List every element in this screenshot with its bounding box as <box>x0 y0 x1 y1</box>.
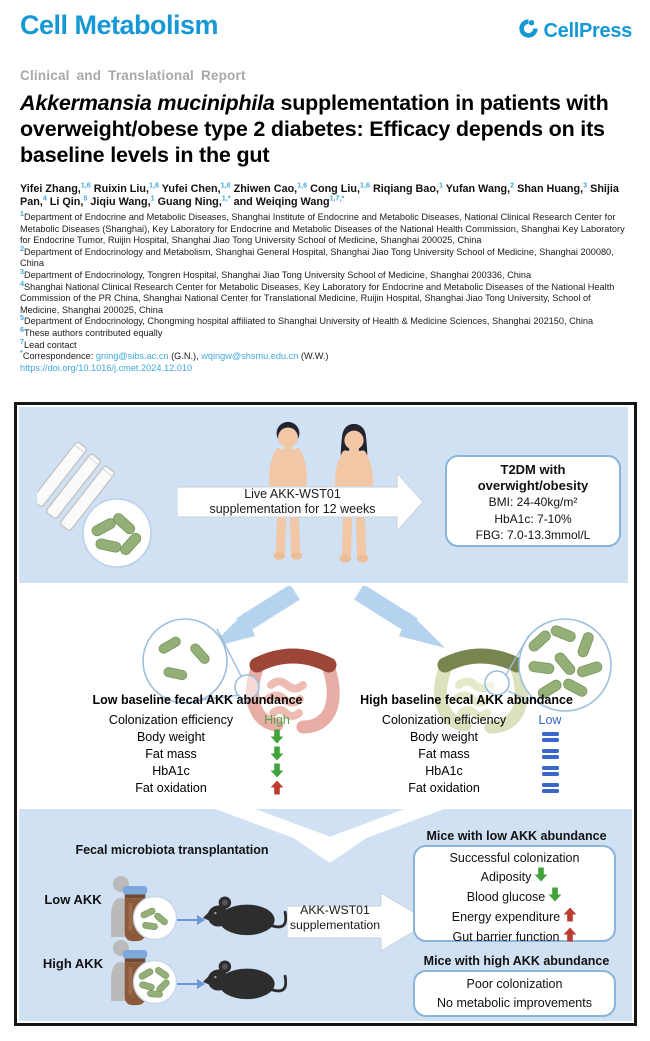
author-affiliation-sup: 2 <box>510 180 515 190</box>
down-arrow-icon <box>534 867 548 887</box>
front-note-line <box>20 208 632 247</box>
down-arrow-icon <box>255 729 299 744</box>
outcome-label: Body weight <box>136 729 206 744</box>
author: Guang Ning, <box>154 196 222 208</box>
front-note-line <box>20 363 632 375</box>
author: Zhiwen Cao, <box>230 183 298 195</box>
author-affiliation-sup: 1,6 <box>220 180 231 190</box>
high-baseline-heading: High baseline fecal AKK abundance <box>360 693 573 707</box>
cellpress-wordmark: CellPress <box>543 19 632 42</box>
t2dm-criteria-box: T2DM with overwight/obesity BMI: 24-40kg/m² HbA1c: 7-10% FBG: 7.0-13.3mmol/L <box>445 455 621 547</box>
author-affiliation-sup: 1,6 <box>297 180 308 190</box>
author: Shan Huang, <box>514 183 584 195</box>
note-sup: 5 <box>20 313 24 323</box>
front-note-line <box>20 266 632 282</box>
author-list <box>20 180 630 209</box>
up-arrow-icon <box>563 927 577 947</box>
author: and Weiqing Wang <box>230 196 330 208</box>
title-rest: supplementation in patients with overweight/obese type 2 diabetes: Efficacy depends on its baseline levels in the gut <box>20 91 609 167</box>
down-arrow-icon <box>255 763 299 778</box>
author-affiliation-sup: 1,6 <box>148 180 159 190</box>
author: Yufei Chen, <box>158 183 221 195</box>
low-akk-sample-circle-icon <box>132 895 178 941</box>
author-affiliation-sup: 1,* <box>221 193 231 203</box>
front-note-line <box>20 348 632 363</box>
outcome-row <box>87 728 299 745</box>
outcome-row <box>87 762 299 779</box>
author-affiliation-sup: 3 <box>583 180 588 190</box>
link[interactable]: https://doi.org/10.1016/j.cmet.2024.12.010 <box>20 362 193 373</box>
mice-low-akk-heading: Mice with low AKK abundance <box>426 829 607 843</box>
author-affiliation-sup: 4 <box>42 193 47 203</box>
equal-arrow-icon <box>528 748 572 760</box>
down-arrow-icon <box>548 887 562 907</box>
author: Yifei Zhang, <box>20 183 81 195</box>
outcome-row <box>87 745 299 762</box>
outcome-value: Low <box>538 712 562 727</box>
note-text: Department of Endocrinology, Tongren Hospital, Shanghai Jiao Tong University School of Medicine, Shanghai 200336, China <box>24 269 532 280</box>
author-affiliation-sup: 1,7,* <box>329 193 345 203</box>
outcome-value: High <box>264 712 290 727</box>
high-baseline-outcomes <box>360 711 572 796</box>
note-text: These authors contributed equally <box>24 327 163 338</box>
front-note-line <box>20 243 632 270</box>
outcome-label: HbA1c <box>152 763 190 778</box>
note-text: Department of Endocrinology and Metabolism, Shanghai General Hospital, Shanghai Jiao Tong University School of Medicine, Shanghai 200080, China <box>20 246 614 269</box>
mice-high-akk-box <box>413 970 616 1017</box>
outcome-row <box>360 728 572 745</box>
outcome-row <box>360 762 572 779</box>
note-sup: * <box>20 348 23 358</box>
mice-outcome-line: Gut barrier function <box>415 927 614 947</box>
outcome-row <box>87 711 299 728</box>
mice-outcome-line: Energy expenditure <box>415 907 614 927</box>
mice-high-akk-heading: Mice with high AKK abundance <box>423 954 610 968</box>
note-sup: 7 <box>20 336 24 346</box>
front-note-line <box>20 336 632 352</box>
author: Shijia Pan, <box>20 183 619 208</box>
author-affiliation-sup: 5 <box>83 193 88 203</box>
outcome-row <box>360 745 572 762</box>
front-note-line <box>20 313 632 328</box>
mouse-icon <box>201 955 287 1007</box>
article-section-label: Clinical and Translational Report <box>20 68 246 83</box>
up-arrow-icon <box>563 907 577 927</box>
outcome-label: Fat oxidation <box>135 780 207 795</box>
cellpress-logo <box>518 18 632 44</box>
affiliations-and-notes <box>20 208 632 374</box>
outcome-label: Colonization efficiency <box>108 712 234 727</box>
note-text: Shanghai National Clinical Research Center for Metabolic Diseases, Key Laboratory for Endocrine and Metabolic Diseases of the National Health Commission of the PR China, Shanghai National Center for Translational Medicine, Ruijin Hospital, Shanghai Jiao Tong University, School of Medicine, Shanghai 200025, China <box>20 281 615 315</box>
outcome-label: Fat mass <box>418 746 470 761</box>
low-baseline-outcomes <box>87 711 299 796</box>
author: Ruixin Liu, <box>90 183 149 195</box>
note-text: Department of Endocrinology, Chongming hospital affiliated to Shanghai University of Health & Medicine Sciences, Shanghai 202150, China <box>24 316 594 327</box>
author: Riqiang Bao, <box>369 183 439 195</box>
journal-title: Cell Metabolism <box>20 10 219 40</box>
note-sup: 1 <box>20 208 24 218</box>
cellpress-swirl-icon <box>518 18 539 44</box>
equal-arrow-icon <box>528 782 572 794</box>
author: Li Qin, <box>46 196 84 208</box>
outcome-row <box>360 711 572 728</box>
outcome-label: Colonization efficiency <box>381 712 507 727</box>
outcome-label: HbA1c <box>425 763 463 778</box>
outcome-label: Fat mass <box>145 746 197 761</box>
note-sup: 4 <box>20 278 24 288</box>
akk-bacteria-circle-icon <box>81 497 153 569</box>
front-note-line <box>20 278 632 317</box>
fbg-criterion: FBG: 7.0-13.3mmol/L <box>475 528 591 542</box>
note-text: (W.W.) <box>298 351 329 362</box>
low-baseline-heading: Low baseline fecal AKK abundance <box>92 693 303 707</box>
equal-arrow-icon <box>528 765 572 777</box>
mice-low-akk-box <box>413 845 616 942</box>
note-text: (G.N.), <box>168 351 202 362</box>
author-affiliation-sup: 1,6 <box>80 180 91 190</box>
mouse-icon <box>201 891 287 943</box>
front-note-line <box>20 324 632 340</box>
outcome-label: Fat oxidation <box>408 780 480 795</box>
mice-outcome-line: Adiposity <box>415 867 614 887</box>
hba1c-criterion: HbA1c: 7-10% <box>494 511 572 526</box>
bmi-criterion: BMI: 24-40kg/m² <box>488 495 578 509</box>
note-sup: 6 <box>20 324 24 334</box>
mice-outcome-line: Blood glucose <box>415 887 614 907</box>
note-sup: 3 <box>20 266 24 276</box>
article-title <box>20 90 626 168</box>
author: Jiqiu Wang, <box>87 196 151 208</box>
mice-outcome-line: Successful colonization <box>449 851 580 865</box>
up-arrow-icon <box>255 780 299 795</box>
link[interactable]: wqingw@shsmu.edu.cn <box>201 351 299 362</box>
fmt-heading: Fecal microbiota transplantation <box>75 843 269 857</box>
author: Yufan Wang, <box>442 183 511 195</box>
note-text: Correspondence: <box>22 351 96 362</box>
mice-outcome-line: No metabolic improvements <box>437 996 592 1010</box>
akk-wst01-arrow-label: AKK-WST01 supplementation <box>289 903 381 932</box>
supplementation-arrow-label: Live AKK-WST01 supplementation for 12 weeks <box>209 487 376 516</box>
link[interactable]: gning@sibs.ac.cn <box>95 351 169 362</box>
t2dm-box-title: T2DM with <box>500 462 566 477</box>
note-text: Department of Endocrine and Metabolic Diseases, Shanghai Institute of Endocrine and Metabolic Diseases, National Clinical Research Center for Metabolic Diseases (Shanghai), Key Laboratory for Endocrine and Metabolic Diseases of the National Health Commission, Shanghai Key Laboratory for Endocrine Tumor, Ruijin Hospital, Shanghai Jiao Tong University School of Medicine, Shanghai 200025, China <box>20 212 625 246</box>
note-sup: 2 <box>20 243 24 253</box>
low-akk-donor-label: Low AKK <box>44 892 102 907</box>
mice-outcome-line: Poor colonization <box>466 977 563 991</box>
species-name: Akkermansia muciniphila <box>20 91 275 115</box>
graphical-abstract <box>14 402 637 1026</box>
equal-arrow-icon <box>528 731 572 743</box>
outcome-label: Body weight <box>409 729 479 744</box>
note-text: Lead contact <box>24 339 77 350</box>
high-akk-sample-circle-icon <box>132 959 178 1005</box>
low-akk-magnifier-icon <box>143 619 227 703</box>
high-akk-donor-label: High AKK <box>42 956 104 971</box>
down-arrow-icon <box>255 746 299 761</box>
author-affiliation-sup: 1,6 <box>359 180 370 190</box>
outcome-row <box>87 779 299 796</box>
author-affiliation-sup: 1 <box>150 193 155 203</box>
outcome-row <box>360 779 572 796</box>
author: Cong Liu, <box>307 183 360 195</box>
author-affiliation-sup: 1 <box>438 180 443 190</box>
